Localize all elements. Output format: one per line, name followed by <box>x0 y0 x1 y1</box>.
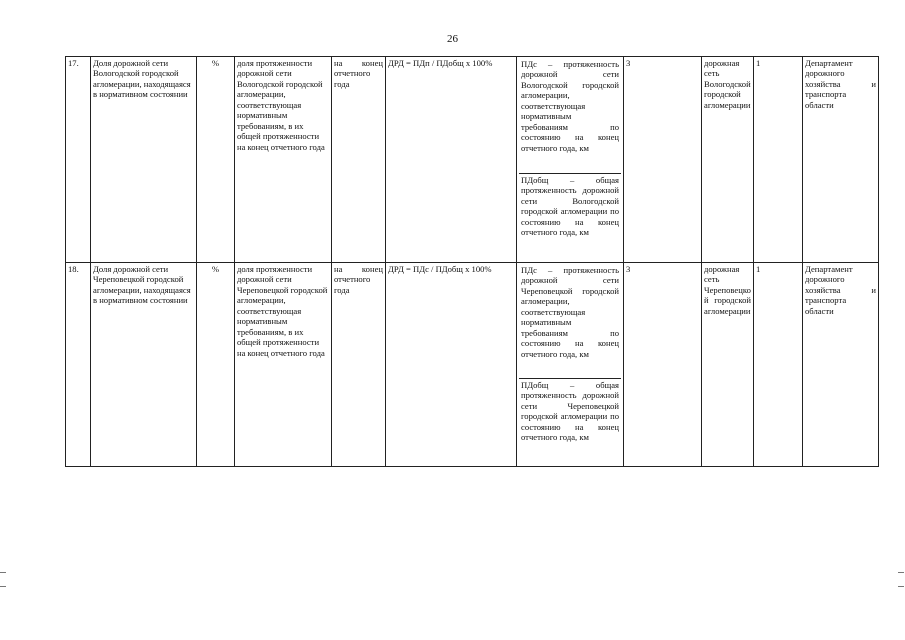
indicator-definition: доля протяженности дорожной сети Череповецкой городской агломерации, соответствующая нормативным требованиям, в их общей протяженности на конец отчетного года <box>235 263 332 467</box>
page-number: 26 <box>447 33 458 45</box>
indicator-definition: доля протяженности дорожной сети Вологодской городской агломерации, соответствующая нормативным требованиям, в их общей протяженности на конец отчетного года <box>235 57 332 263</box>
row-number: 18. <box>66 263 91 467</box>
indicator-name: Доля дорожной сети Вологодской городской агломерации, находящаяся в нормативном состоянии <box>91 57 197 263</box>
time-characteristic: на конец отчетного года <box>332 57 386 263</box>
crop-mark <box>898 586 904 587</box>
table-row <box>66 57 879 263</box>
crop-mark <box>898 572 904 573</box>
responsible-body: Департамент дорожного хозяйства и транспорта области <box>803 57 879 263</box>
row-number: 17. <box>66 57 91 263</box>
time-characteristic: на конец отчетного года <box>332 263 386 467</box>
indicator-name: Доля дорожной сети Череповецкой городской агломерации, находящаяся в нормативном состоянии <box>91 263 197 467</box>
variable-1: ПДс – протяженность дорожной сети Вологодской городской агломерации, соответствующая нормативным требованиям по состоянию на конец отчетного года, км <box>519 58 621 174</box>
crop-mark <box>0 586 6 587</box>
source-code: 1 <box>754 263 803 467</box>
unit: % <box>197 263 235 467</box>
crop-mark <box>0 572 6 573</box>
source-code: 1 <box>754 57 803 263</box>
indicators-table <box>65 56 879 467</box>
variables-cell <box>517 57 624 263</box>
observation-object: дорожная сеть Череповецкой городской агломерации <box>702 263 754 467</box>
formula: ДРД = ПДс / ПДобщ x 100% <box>386 263 517 467</box>
variables-cell <box>517 263 624 467</box>
observation-object: дорожная сеть Вологодской городской агломерации <box>702 57 754 263</box>
unit: % <box>197 57 235 263</box>
table-row <box>66 263 879 467</box>
variable-2: ПДобщ – общая протяженность дорожной сети Вологодской городской агломерации по состоянию на конец отчетного года, км <box>521 175 619 238</box>
formula: ДРД = ПДп / ПДобщ x 100% <box>386 57 517 263</box>
variable-1: ПДс – протяженность дорожной сети Череповецкой городской агломерации, соответствующая нормативным требованиям по состоянию на конец отчетного года, км <box>519 264 621 379</box>
responsible-body: Департамент дорожного хозяйства и транспорта области <box>803 263 879 467</box>
method-code: 3 <box>624 263 702 467</box>
method-code: 3 <box>624 57 702 263</box>
variable-2: ПДобщ – общая протяженность дорожной сети Череповецкой городской агломерации по состоянию на конец отчетного года, км <box>521 380 619 443</box>
